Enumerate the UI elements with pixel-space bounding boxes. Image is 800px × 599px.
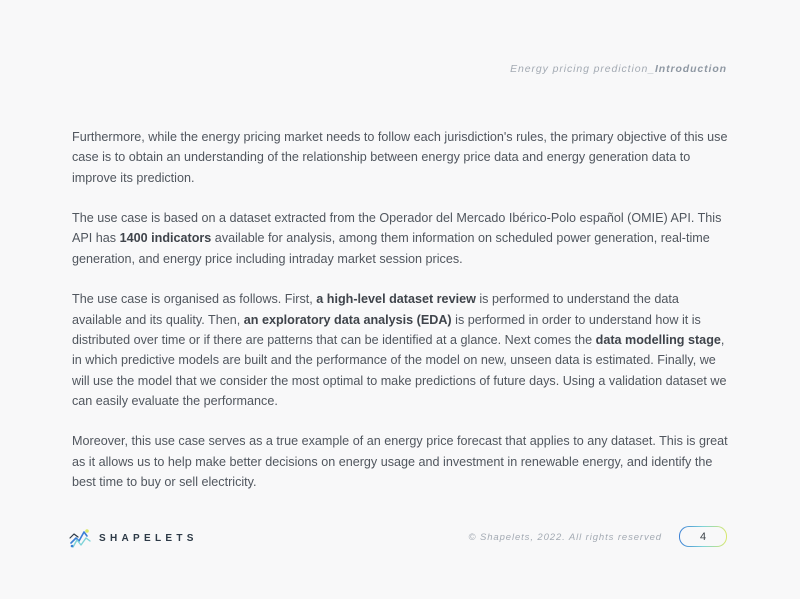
copyright-notice: © Shapelets, 2022. All rights reserved: [468, 532, 662, 543]
section-title: Introduction: [654, 63, 727, 75]
page-number: 4: [680, 527, 726, 546]
paragraph-3-bold-2: an exploratory data analysis (EDA): [243, 312, 452, 327]
paragraph-2: [72, 208, 728, 269]
page-number-badge: [679, 526, 727, 547]
paragraph-2-text-1: The use case is based on a dataset extracted from the Operador del Mercado Ibérico-Polo español (OMIE) API. This API has: [72, 211, 722, 246]
paragraph-3-bold-3: data modelling stage: [595, 332, 721, 347]
logo-wordmark: SHAPELETS: [99, 532, 198, 544]
paragraph-1: Furthermore, while the energy pricing market needs to follow each jurisdiction's rules, the primary objective of this use case is to obtain an understanding of the relationship between energy price data and energy generation data to improve its prediction.: [72, 130, 728, 185]
paragraph-3-text-4: , in which predictive models are built and the performance of the model on new, unseen data is estimated. Finally, we will use the model that we consider the most optimal to make predictions of future days. Using a validation dataset we can easily evaluate the performance.: [72, 332, 727, 408]
paragraph-3-bold-1: a high-level dataset review: [316, 292, 476, 307]
paragraph-2-bold-1: 1400 indicators: [119, 231, 212, 246]
paragraph-3-text-2: is performed to understand the data available and its quality. Then,: [72, 292, 679, 327]
paragraph-3-text-1: The use case is organised as follows. First,: [72, 292, 317, 307]
document-title: Energy pricing prediction_: [510, 63, 655, 75]
running-header: [510, 63, 727, 75]
shapelets-logo-icon: [68, 526, 92, 550]
page-body: [72, 127, 728, 513]
paragraph-3-text-3: is performed in order to understand how it is distributed over time or if there are patterns that can be identified at a glance. Next comes the: [72, 312, 701, 347]
shapelets-logo: [68, 526, 198, 550]
paragraph-2-text-2: available for analysis, among them information on scheduled power generation, real-time generation, and energy price including intraday market session prices.: [72, 231, 710, 266]
paragraph-4: Moreover, this use case serves as a true example of an energy price forecast that applies to any dataset. This is great as it allows us to help make better decisions on energy usage and investment in renewable energy, and identify the best time to buy or sell electricity.: [72, 434, 728, 490]
paragraph-3: [72, 289, 728, 411]
